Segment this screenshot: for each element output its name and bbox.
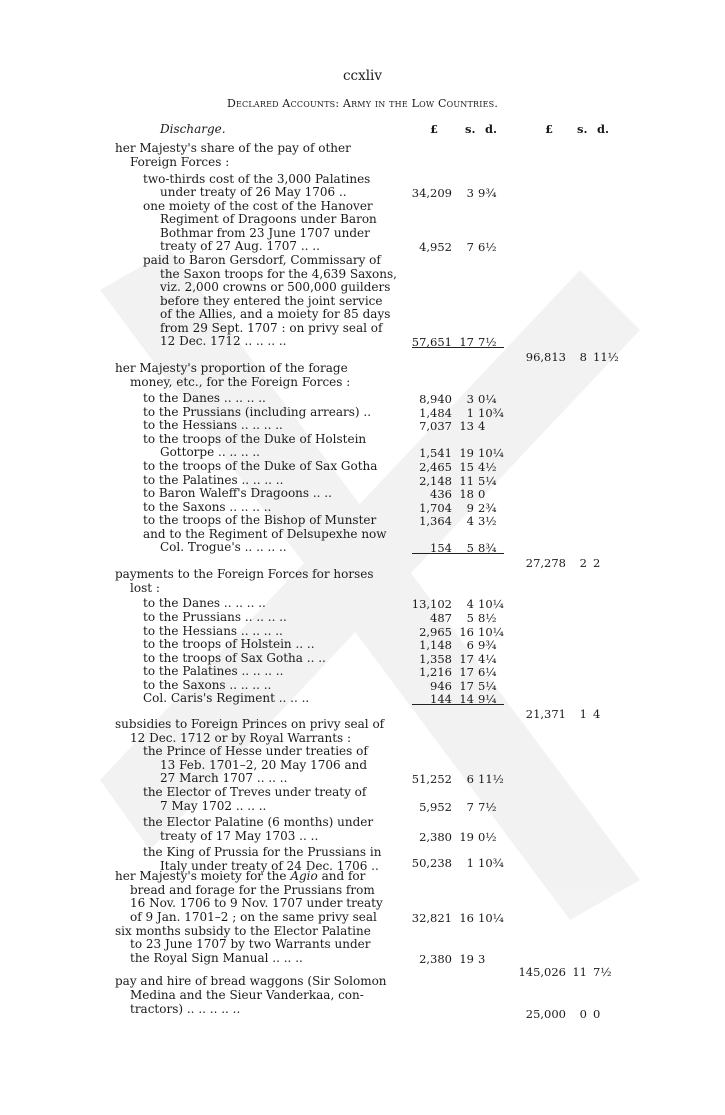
discharge-line: to the troops of Sax Gotha .. .. xyxy=(143,651,326,665)
shillings-value: 6 xyxy=(466,638,474,652)
shillings-value: 4 xyxy=(466,514,474,528)
discharge-line: Bothmar from 23 June 1707 under xyxy=(160,226,370,240)
shillings-value: 17 xyxy=(459,335,474,349)
discharge-line: to the troops of Holstein .. .. xyxy=(143,637,315,651)
pounds-value: 27,278 xyxy=(525,556,566,570)
discharge-line: Medina and the Sieur Vanderkaa, con- xyxy=(130,988,364,1002)
pence-value: 11½ xyxy=(593,350,619,364)
discharge-line: to the Saxons .. .. .. .. xyxy=(143,678,272,692)
discharge-line: her Majesty's proportion of the forage xyxy=(115,361,348,375)
discharge-line: viz. 2,000 crowns or 500,000 guilders xyxy=(160,280,391,294)
pounds-value: 57,651 xyxy=(411,335,452,349)
discharge-line: under treaty of 26 May 1706 .. xyxy=(160,185,347,199)
pounds-header-1: £ xyxy=(430,122,439,136)
discharge-line: payments to the Foreign Forces for horses xyxy=(115,567,374,581)
discharge-line: before they entered the joint service xyxy=(160,294,383,308)
discharge-line: the King of Prussia for the Prussians in xyxy=(143,845,382,859)
discharge-line: lost : xyxy=(130,581,160,595)
pence-value: 9¾ xyxy=(478,638,497,652)
discharge-line: the Saxon troops for the 4,639 Saxons, xyxy=(160,267,397,281)
discharge-line: her Majesty's share of the pay of other xyxy=(115,141,351,155)
pence-value: 9¼ xyxy=(478,692,497,706)
pounds-value: 1,358 xyxy=(419,652,452,666)
pounds-value: 34,209 xyxy=(411,186,452,200)
shillings-value: 9 xyxy=(466,501,474,515)
discharge-line: tractors) .. .. .. .. .. xyxy=(130,1002,241,1016)
shillings-value: 6 xyxy=(466,772,474,786)
discharge-line: treaty of 17 May 1703 .. .. xyxy=(160,829,319,843)
pence-value: 0 xyxy=(478,487,486,501)
pounds-header-2: £ xyxy=(545,122,554,136)
discharge-line: to the Saxons .. .. .. .. xyxy=(143,500,272,514)
discharge-line: to the Prussians .. .. .. .. xyxy=(143,610,287,624)
discharge-line: the Prince of Hesse under treaties of xyxy=(143,744,368,758)
pence-value: 0½ xyxy=(478,830,497,844)
pounds-value: 7,037 xyxy=(419,419,452,433)
discharge-line: 16 Nov. 1706 to 9 Nov. 1707 under treaty xyxy=(130,896,383,910)
shillings-header-1: s. xyxy=(465,122,476,136)
shillings-value: 0 xyxy=(579,1007,587,1021)
pence-value: 10¾ xyxy=(478,856,504,870)
discharge-line: Gottorpe .. .. .. .. xyxy=(160,445,260,459)
shillings-value: 5 xyxy=(466,541,474,555)
discharge-line: Italy under treaty of 24 Dec. 1706 .. xyxy=(160,859,379,873)
pence-value: 6¼ xyxy=(478,665,497,679)
shillings-value: 3 xyxy=(466,186,474,200)
discharge-line: to the Hessians .. .. .. .. xyxy=(143,418,283,432)
pence-value: 10¾ xyxy=(478,406,504,420)
shillings-value: 7 xyxy=(466,800,474,814)
pounds-value: 32,821 xyxy=(411,911,452,925)
shillings-value: 11 xyxy=(459,474,474,488)
shillings-value: 7 xyxy=(466,240,474,254)
discharge-line: to the Danes .. .. .. .. xyxy=(143,391,266,405)
pence-value: 2 xyxy=(593,556,601,570)
pounds-value: 2,148 xyxy=(419,474,452,488)
shillings-value: 18 xyxy=(459,487,474,501)
discharge-line: to the troops of the Bishop of Munster xyxy=(143,513,377,527)
pounds-value: 96,813 xyxy=(525,350,566,364)
pence-value: 4¼ xyxy=(478,652,497,666)
pence-value: 0¼ xyxy=(478,392,497,406)
shillings-value: 1 xyxy=(466,406,474,420)
pence-value: 10¼ xyxy=(478,446,504,460)
discharge-line: from 29 Sept. 1707 : on privy seal of xyxy=(160,321,383,335)
pounds-value: 144 xyxy=(430,692,452,706)
pence-value: 5¼ xyxy=(478,474,497,488)
discharge-line: to the Prussians (including arrears) .. xyxy=(143,405,372,419)
pence-value: 4½ xyxy=(478,460,497,474)
pounds-value: 145,026 xyxy=(518,965,566,979)
pounds-value: 154 xyxy=(430,541,452,555)
discharge-line: to Baron Waleff's Dragoons .. .. xyxy=(143,486,332,500)
pounds-value: 1,484 xyxy=(419,406,452,420)
pence-value: 4 xyxy=(593,707,601,721)
shillings-value: 17 xyxy=(459,652,474,666)
page-number: ccxliv xyxy=(343,68,382,84)
pounds-value: 25,000 xyxy=(525,1007,566,1021)
pounds-value: 1,704 xyxy=(419,501,452,515)
shillings-value: 8 xyxy=(579,350,587,364)
pounds-value: 13,102 xyxy=(411,597,452,611)
pence-value: 7½ xyxy=(478,335,497,349)
discharge-line: to the Hessians .. .. .. .. xyxy=(143,624,283,638)
shillings-value: 11 xyxy=(572,965,587,979)
total-rule xyxy=(412,347,504,348)
shillings-value: 1 xyxy=(579,707,587,721)
pence-value: 8½ xyxy=(478,611,497,625)
discharge-line: Regiment of Dragoons under Baron xyxy=(160,212,377,226)
discharge-line: 12 Dec. 1712 .. .. .. .. xyxy=(160,334,287,348)
discharge-line: the Elector Palatine (6 months) under xyxy=(143,815,374,829)
pounds-value: 1,148 xyxy=(419,638,452,652)
pence-value: 4 xyxy=(478,419,486,433)
discharge-line: two-thirds cost of the 3,000 Palatines xyxy=(143,172,371,186)
pence-value: 2¾ xyxy=(478,501,497,515)
pence-value: 5¼ xyxy=(478,679,497,693)
shillings-value: 2 xyxy=(579,556,587,570)
shillings-value: 19 xyxy=(459,830,474,844)
discharge-label: Discharge. xyxy=(160,122,226,136)
shillings-value: 13 xyxy=(459,419,474,433)
total-rule xyxy=(412,704,504,705)
discharge-line: Col. Trogue's .. .. .. .. xyxy=(160,540,287,554)
pence-value: 9¾ xyxy=(478,186,497,200)
discharge-line: to the Danes .. .. .. .. xyxy=(143,596,266,610)
pence-value: 3½ xyxy=(478,514,497,528)
pence-value: 10¼ xyxy=(478,625,504,639)
discharge-line: Foreign Forces : xyxy=(130,155,230,169)
pounds-value: 436 xyxy=(430,487,452,501)
pounds-value: 5,952 xyxy=(419,800,452,814)
discharge-line: 27 March 1707 .. .. .. xyxy=(160,771,288,785)
shillings-value: 19 xyxy=(459,446,474,460)
discharge-line: to 23 June 1707 by two Warrants under xyxy=(130,937,371,951)
discharge-line: 13 Feb. 1701–2, 20 May 1706 and xyxy=(160,758,368,772)
shillings-value: 17 xyxy=(459,679,474,693)
shillings-value: 15 xyxy=(459,460,474,474)
running-head: Declared Accounts: Army in the Low Countries. xyxy=(226,97,499,110)
pounds-value: 50,238 xyxy=(411,856,452,870)
pence-value: 10¼ xyxy=(478,911,504,925)
pence-value: 7½ xyxy=(593,965,612,979)
pence-header-2: d. xyxy=(597,122,610,136)
pounds-value: 21,371 xyxy=(525,707,566,721)
pence-header-1: d. xyxy=(485,122,498,136)
shillings-value: 16 xyxy=(459,625,474,639)
discharge-line: to the Palatines .. .. .. .. xyxy=(143,473,284,487)
discharge-line: to the Palatines .. .. .. .. xyxy=(143,664,284,678)
shillings-value: 5 xyxy=(466,611,474,625)
pence-value: 8¾ xyxy=(478,541,497,555)
discharge-line: pay and hire of bread waggons (Sir Solomon xyxy=(115,974,387,988)
discharge-line: to the troops of the Duke of Sax Gotha xyxy=(143,459,378,473)
discharge-line: the Elector of Treves under treaty of xyxy=(143,785,367,799)
discharge-line: 7 May 1702 .. .. .. xyxy=(160,799,267,813)
discharge-line: six months subsidy to the Elector Palatine xyxy=(115,924,371,938)
shillings-value: 1 xyxy=(466,856,474,870)
pence-value: 3 xyxy=(478,952,486,966)
discharge-line: treaty of 27 Aug. 1707 .. .. xyxy=(160,239,320,253)
pounds-value: 2,380 xyxy=(419,952,452,966)
shillings-value: 14 xyxy=(459,692,474,706)
shillings-value: 3 xyxy=(466,392,474,406)
pounds-value: 51,252 xyxy=(411,772,452,786)
discharge-line: 12 Dec. 1712 or by Royal Warrants : xyxy=(130,731,352,745)
pence-value: 6½ xyxy=(478,240,497,254)
pounds-value: 2,465 xyxy=(419,460,452,474)
shillings-value: 4 xyxy=(466,597,474,611)
pounds-value: 1,216 xyxy=(419,665,452,679)
discharge-line: of 9 Jan. 1701–2 ; on the same privy seal xyxy=(130,910,377,924)
pounds-value: 1,364 xyxy=(419,514,452,528)
discharge-line: of the Allies, and a moiety for 85 days xyxy=(160,307,391,321)
pounds-value: 2,965 xyxy=(419,625,452,639)
pence-value: 10¼ xyxy=(478,597,504,611)
pounds-value: 487 xyxy=(430,611,452,625)
pounds-value: 1,541 xyxy=(419,446,452,460)
total-rule xyxy=(412,553,504,554)
shillings-header-2: s. xyxy=(577,122,588,136)
discharge-line: and to the Regiment of Delsupexhe now xyxy=(143,527,387,541)
pounds-value: 4,952 xyxy=(419,240,452,254)
pounds-value: 946 xyxy=(430,679,452,693)
discharge-line: money, etc., for the Foreign Forces : xyxy=(130,375,351,389)
pence-value: 0 xyxy=(593,1007,601,1021)
discharge-line: subsidies to Foreign Princes on privy seal of xyxy=(115,717,385,731)
pence-value: 11½ xyxy=(478,772,504,786)
discharge-line: to the troops of the Duke of Holstein xyxy=(143,432,367,446)
shillings-value: 19 xyxy=(459,952,474,966)
discharge-line: one moiety of the cost of the Hanover xyxy=(143,199,373,213)
discharge-line: her Majesty's moiety for the Agio and for xyxy=(115,869,366,883)
shillings-value: 16 xyxy=(459,911,474,925)
discharge-line: paid to Baron Gersdorf, Commissary of xyxy=(143,253,381,267)
pence-value: 7½ xyxy=(478,800,497,814)
pounds-value: 8,940 xyxy=(419,392,452,406)
pounds-value: 2,380 xyxy=(419,830,452,844)
discharge-line: the Royal Sign Manual .. .. .. xyxy=(130,951,303,965)
shillings-value: 17 xyxy=(459,665,474,679)
discharge-line: Col. Caris's Regiment .. .. .. xyxy=(143,691,310,705)
discharge-line: bread and forage for the Prussians from xyxy=(130,883,375,897)
